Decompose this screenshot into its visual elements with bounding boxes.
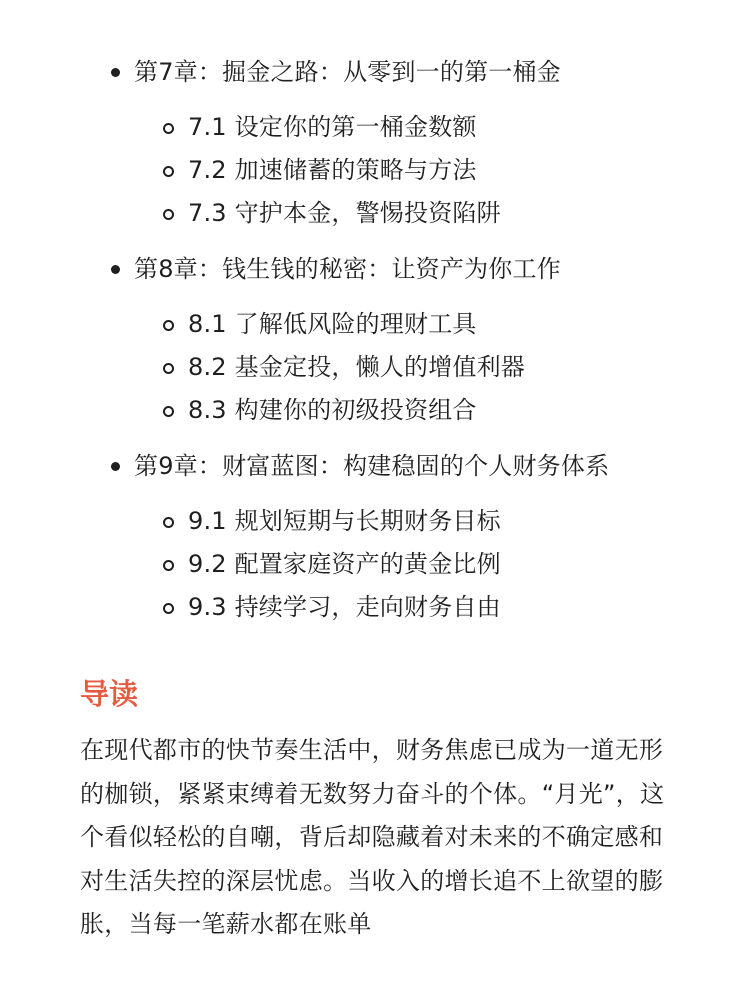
section-item bbox=[0, 586, 750, 629]
filled-bullet-icon bbox=[111, 68, 120, 77]
section-title: 9.1 规划短期与长期财务目标 bbox=[188, 507, 501, 535]
hollow-bullet-icon bbox=[163, 406, 174, 417]
intro-heading: 导读 bbox=[80, 677, 139, 711]
section-title: 9.3 持续学习，走向财务自由 bbox=[188, 593, 501, 621]
section-title: 9.2 配置家庭资产的黄金比例 bbox=[188, 550, 501, 578]
section-item bbox=[0, 346, 750, 389]
chapter-title: 第7章：掘金之路：从零到一的第一桶金 bbox=[134, 58, 561, 86]
hollow-bullet-icon bbox=[163, 603, 174, 614]
section-list bbox=[0, 490, 750, 639]
chapter-title: 第8章：钱生钱的秘密：让资产为你工作 bbox=[134, 255, 561, 283]
section-item bbox=[0, 543, 750, 586]
section-title: 7.1 设定你的第一桶金数额 bbox=[188, 113, 477, 141]
section-title: 8.3 构建你的初级投资组合 bbox=[188, 396, 477, 424]
section-item bbox=[0, 389, 750, 432]
chapter-row bbox=[0, 48, 750, 96]
hollow-bullet-icon bbox=[163, 363, 174, 374]
hollow-bullet-icon bbox=[163, 166, 174, 177]
section-title: 8.1 了解低风险的理财工具 bbox=[188, 310, 477, 338]
section-item bbox=[0, 149, 750, 192]
intro-paragraph: 在现代都市的快节奏生活中，财务焦虑已成为一道无形的枷锁，紧紧束缚着无数努力奋斗的个体。“月光”，这个看似轻松的自嘲，背后却隐藏着对未来的不确定感和对生活失控的深层忧虑。当收入的增长追不上欲望的膨胀，当每一笔薪水都在账单 bbox=[80, 736, 665, 938]
section-list bbox=[0, 96, 750, 245]
hollow-bullet-icon bbox=[163, 209, 174, 220]
chapter-list bbox=[0, 48, 750, 639]
section-title: 7.3 守护本金，警惕投资陷阱 bbox=[188, 199, 501, 227]
section-title: 7.2 加速储蓄的策略与方法 bbox=[188, 156, 477, 184]
chapter-item bbox=[0, 245, 750, 442]
section-item bbox=[0, 106, 750, 149]
filled-bullet-icon bbox=[111, 462, 120, 471]
chapter-item bbox=[0, 48, 750, 245]
hollow-bullet-icon bbox=[163, 123, 174, 134]
section-item bbox=[0, 303, 750, 346]
chapter-item bbox=[0, 442, 750, 639]
section-title: 8.2 基金定投，懒人的增值利器 bbox=[188, 353, 525, 381]
hollow-bullet-icon bbox=[163, 517, 174, 528]
section-item bbox=[0, 192, 750, 235]
section-list bbox=[0, 293, 750, 442]
chapter-row bbox=[0, 245, 750, 293]
hollow-bullet-icon bbox=[163, 560, 174, 571]
hollow-bullet-icon bbox=[163, 320, 174, 331]
chapter-title: 第9章：财富蓝图：构建稳固的个人财务体系 bbox=[134, 452, 610, 480]
chapter-row bbox=[0, 442, 750, 490]
section-item bbox=[0, 500, 750, 543]
filled-bullet-icon bbox=[111, 265, 120, 274]
